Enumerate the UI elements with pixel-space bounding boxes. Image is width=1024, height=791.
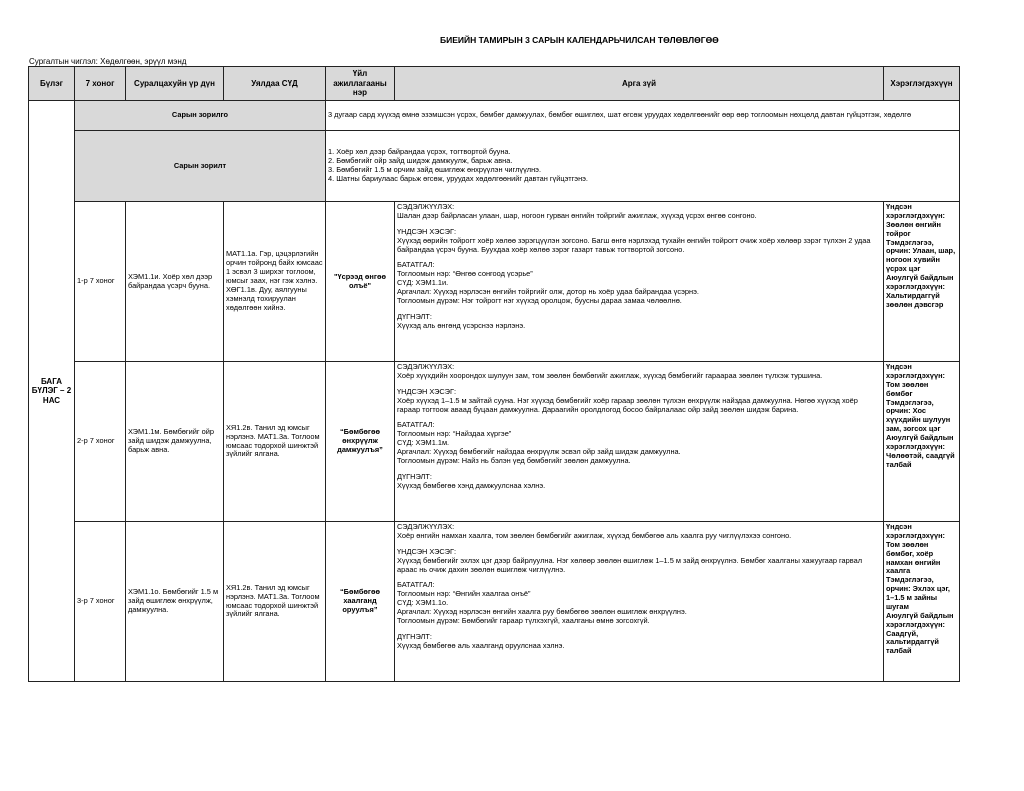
activity-name-cell: “Бөмбөгөө өнхрүүлж дамжуулъя” bbox=[326, 362, 395, 522]
links-cell: ХЯ1.2в. Танил эд юмсыг нэрлэнэ. МАТ1.3а. Тоглоом юмсаас тодорхой шинжтэй зүйлийг ялгана. bbox=[224, 362, 326, 522]
resources-cell bbox=[884, 522, 960, 682]
method-block bbox=[397, 261, 881, 305]
group-cell: БАГА БҮЛЭГ – 2 НАС bbox=[29, 101, 75, 682]
method-block-title: БАТАТГАЛ: bbox=[397, 260, 435, 270]
method-block bbox=[397, 313, 881, 331]
method-line: Тоглоомын дүрэм: Бөмбөгийг гараар түлхэхгүй, хаалганы өмнө зогсохгүй. bbox=[397, 615, 650, 625]
method-line: СҮД: ХЭМ1.1о. bbox=[397, 598, 449, 608]
col-header-resources: Хэрэглэгдэхүүн bbox=[884, 67, 960, 101]
resource-label: Үндсэн хэрэглэгдэхүүн: bbox=[886, 362, 945, 380]
col-header-week: 7 хоног bbox=[75, 67, 126, 101]
method-block bbox=[397, 228, 881, 255]
method-line: Хүүхэд бөмбөгөө аль хаалганд оруулснаа хэлнэ. bbox=[397, 640, 565, 650]
resource-text: Улаан, шар, ногоон хувийн үсрэх цэг bbox=[886, 246, 956, 274]
resources-cell bbox=[884, 202, 960, 362]
objectives-row bbox=[29, 131, 960, 202]
resources-cell bbox=[884, 362, 960, 522]
resource-label: Аюулгүй байдлын хэрэглэгдэхүүн: bbox=[886, 610, 954, 629]
resource-item bbox=[886, 576, 957, 612]
method-line: Аргачлал: Хүүхэд нэрлэсэн өнгийн хаалга руу бөмбөгөө зөөлөн өшиглөж өнхрүүлнэ. bbox=[397, 607, 687, 616]
col-header-outcome: Суралцахуйн үр дүн bbox=[126, 67, 224, 101]
col-header-group: Бүлэг bbox=[29, 67, 75, 101]
document-title: БИЕИЙН ТАМИРЫН 3 САРЫН КАЛЕНДАРЬЧИЛСАН ТӨЛӨВЛӨГӨӨ bbox=[440, 35, 719, 45]
method-line: Тоглоомын дүрэм: Нэг тойрогт нэг хүүхэд оролцож, буусны дараа замаа чөлөөлнө. bbox=[397, 295, 682, 305]
objectives-label: Сарын зорилт bbox=[75, 131, 326, 202]
objective-item: 4. Шатны бариулаас барьж өгсөж, уруудах хөдөлгөөнийг давтан гүйцэтгэнэ. bbox=[328, 173, 588, 183]
resource-label: Үндсэн хэрэглэгдэхүүн: bbox=[886, 202, 945, 220]
method-block-title: ҮНДСЭН ХЭСЭГ: bbox=[397, 386, 457, 396]
method-content bbox=[397, 203, 881, 359]
resource-text: Саадгүй, хальтирдаггүй талбай bbox=[886, 628, 939, 656]
document-subtitle: Сургалтын чиглэл: Хөдөлгөөн, эрүүл мэнд bbox=[29, 57, 187, 66]
method-block bbox=[397, 203, 881, 221]
method-block-title: СЭДЭЛЖҮҮЛЭХ: bbox=[397, 523, 455, 531]
resource-item bbox=[886, 239, 957, 275]
method-block bbox=[397, 633, 881, 651]
resource-text: Чөлөөтэй, саадгүй талбай bbox=[886, 450, 955, 469]
activity-name-cell: "Үсрээд өнгөө олъё" bbox=[326, 202, 395, 362]
header-row bbox=[29, 67, 960, 101]
method-line: Хоёр хүүхэд 1–1.5 м зайтай сууна. Нэг хүүхэд бөмбөгийг хоёр гараар зөөлөн түлхэн өнхрүүлж найздаа дамжуулна. Нөгөө хүүхэд хоёр гараар тогтоож аваад буцаан дамжуулна. Дараагийн оролдлогод босоо байрлалаас ойр зайд зөөлөн шидэж барина. bbox=[397, 395, 858, 414]
method-line: Аргачлал: Хүүхэд нэрлэсэн өнгийн тойргийг олж, дотор нь хоёр удаа байрандаа үсэрнэ. bbox=[397, 287, 699, 296]
method-line: Хоёр хүүхдийн хоорондох шулуун зам, том зөөлөн бөмбөгийг ажиглаж, хүүхэд бөмбөгийг гараараа зөөлөн түлхэж туршина. bbox=[397, 370, 823, 380]
activity-name-cell: “Бөмбөгөө хаалганд оруулъя” bbox=[326, 522, 395, 682]
method-block bbox=[397, 388, 881, 415]
outcome-cell: ХЭМ1.1и. Хоёр хөл дээр байрандаа үсэрч бууна. bbox=[126, 202, 224, 362]
week-row bbox=[29, 362, 960, 522]
objective-item: 1. Хоёр хөл дээр байрандаа үсрэх, тогтвортой бууна. bbox=[328, 147, 511, 157]
col-header-method: Арга зүй bbox=[395, 67, 884, 101]
method-content bbox=[397, 363, 881, 519]
resource-label: Аюулгүй байдлын хэрэглэгдэхүүн: bbox=[886, 273, 954, 291]
resource-label: Тэмдэглэгээ, орчин: bbox=[886, 397, 934, 416]
method-content bbox=[397, 523, 881, 679]
method-block bbox=[397, 421, 881, 465]
resource-text: Хальтирдаггүй зөөлөн дэвсгэр bbox=[886, 290, 944, 309]
resource-text: Эхлэх цэг, 1–1.5 м зайны шугам bbox=[886, 584, 950, 611]
outcome-cell: ХЭМ1.1о. Бөмбөгийг 1.5 м зайд өшиглөж өнхрүүлж, дамжуулна. bbox=[126, 522, 224, 682]
objective-item: 2. Бөмбөгийг ойр зайд шидэж дамжуулж, барьж авна. bbox=[328, 156, 513, 166]
method-block bbox=[397, 581, 881, 625]
method-block-title: ДҮГНЭЛТ: bbox=[397, 311, 432, 321]
method-line: Тоглоомын нэр: “Өнгөө сонгоод үсэрье” bbox=[397, 269, 533, 279]
method-block-title: ДҮГНЭЛТ: bbox=[397, 631, 432, 641]
links-cell: ХЯ1.2в. Танил эд юмсыг нэрлэнэ. МАТ1.3а. Тоглоом юмсаас тодорхой шинжтэй зүйлийг ялгана. bbox=[224, 522, 326, 682]
resource-item bbox=[886, 434, 957, 470]
resource-label: Үндсэн хэрэглэгдэхүүн: bbox=[886, 522, 945, 540]
resource-label: Аюулгүй байдлын хэрэглэгдэхүүн: bbox=[886, 433, 954, 451]
resource-item bbox=[886, 203, 957, 239]
method-line: Аргачлал: Хүүхэд бөмбөгийг найздаа өнхрүүлж эсвэл ойр зайд шидэж дамжуулна. bbox=[397, 447, 681, 456]
resource-text: Хос хүүхдийн шулуун зам, зогсох цэг bbox=[886, 406, 951, 434]
col-header-activity: Үйл ажиллагааны нэр bbox=[326, 67, 395, 101]
method-block-title: ҮНДСЭН ХЭСЭГ: bbox=[397, 226, 457, 236]
method-line: Тоглоомын нэр: “Өнгийн хаалгаа онъё” bbox=[397, 589, 531, 599]
week-row bbox=[29, 202, 960, 362]
method-block-title: СЭДЭЛЖҮҮЛЭХ: bbox=[397, 363, 455, 371]
resource-item bbox=[886, 399, 957, 435]
objective-item: 3. Бөмбөгийг 1.5 м орчим зайд өшиглөж өнхрүүлэн чиглүүлнэ. bbox=[328, 165, 542, 174]
method-block-title: ДҮГНЭЛТ: bbox=[397, 471, 432, 481]
resource-label: Тэмдэглэгээ, орчин: bbox=[886, 575, 934, 594]
resource-text: Зөөлөн өнгийн тойрог bbox=[886, 219, 941, 238]
method-line: Тоглоомын нэр: “Найздаа хүргэе” bbox=[397, 429, 512, 439]
method-block-title: БАТАТГАЛ: bbox=[397, 420, 435, 430]
outcome-cell: ХЭМ1.1м. Бөмбөгийг ойр зайд шидэж дамжуулна, барьж авна. bbox=[126, 362, 224, 522]
method-line: Шалан дээр байрласан улаан, шар, ногоон гурван өнгийн тойргийг ажиглаж, хүүхэд үсрэх өнгөө сонгоно. bbox=[397, 210, 757, 220]
method-block bbox=[397, 473, 881, 491]
resource-text: Том зөөлөн бөмбөг bbox=[886, 379, 929, 398]
method-cell bbox=[395, 202, 884, 362]
method-block-title: ҮНДСЭН ХЭСЭГ: bbox=[397, 546, 457, 556]
week-cell: 1-р 7 хоног bbox=[75, 202, 126, 362]
resource-item bbox=[886, 612, 957, 656]
plan-table bbox=[28, 66, 960, 682]
col-header-links: Уялдаа СҮД bbox=[224, 67, 326, 101]
resource-item bbox=[886, 523, 957, 576]
method-line: СҮД: ХЭМ1.1м. bbox=[397, 438, 450, 448]
objectives-list bbox=[326, 131, 960, 202]
week-row bbox=[29, 522, 960, 682]
method-line: Хүүхэд бөмбөгөө хэнд дамжуулснаа хэлнэ. bbox=[397, 480, 546, 490]
goal-text: 3 дугаар сард хүүхэд өмнө эзэмшсэн үсрэх, бөмбөг дамжуулах, бөмбөг өшиглөх, шат өгсөж уруудах хөдөлгөөнийг өөр өөр тоглоомын нөхцөлд давтан гүйцэтгэж, хөдөлгө bbox=[326, 101, 960, 131]
links-cell: МАТ1.1а. Гэр, цэцэрлэгийн орчин тойронд байх юмсаас 1 эсвэл 3 ширхэг тоглоом, юмсыг зааx, нэг гэж хэлнэ. ХӨГ1.1в. Дуу, аялгууны хэмнэлд тохируулан хөдөлгөөн хийнэ. bbox=[224, 202, 326, 362]
goal-row bbox=[29, 101, 960, 131]
method-line: Тоглоомын дүрэм: Найз нь бэлэн үед бөмбөгийг зөөлөн дамжуулна. bbox=[397, 455, 631, 465]
method-block-title: БАТАТГАЛ: bbox=[397, 580, 435, 590]
method-cell bbox=[395, 522, 884, 682]
method-cell bbox=[395, 362, 884, 522]
method-block bbox=[397, 548, 881, 575]
method-block-title: СЭДЭЛЖҮҮЛЭХ: bbox=[397, 203, 455, 211]
goal-label: Сарын зорилго bbox=[75, 101, 326, 131]
resource-text: Том зөөлөн бөмбөг, хоёр намхан өнгийн хаалга bbox=[886, 539, 941, 576]
resource-label: Тэмдэглэгээ, орчин: bbox=[886, 237, 934, 256]
week-cell: 3-р 7 хоног bbox=[75, 522, 126, 682]
resource-item bbox=[886, 363, 957, 399]
week-cell: 2-р 7 хоног bbox=[75, 362, 126, 522]
method-line: СҮД: ХЭМ1.1и. bbox=[397, 278, 449, 288]
method-line: Хүүхэд аль өнгөнд үсэрснээ нэрлэнэ. bbox=[397, 320, 526, 330]
method-line: Хүүхэд бөмбөгийг эхлэх цэг дээр байрлуулна. Нэг хөлөөр зөөлөн өшиглөж 1–1.5 м зайд өнхрүүлнэ. Бөмбөг хаалганы хажуугаар гарвал араас нь очиж дахин зөөлөн өшиглөж чиглүүлнэ. bbox=[397, 555, 863, 574]
method-line: Хүүхэд өөрийн тойрогт хоёр хөлөө зэрэгцүүлэн зогсоно. Багш өнгө нэрлэхэд тухайн өнгийн тойрогт очиж хоёр хөлөөр зэрэг түлхэн 2 удаа байрандаа үсрэч бууна. Бууxдаа хоёр хөлөө зэрэг газарт тавьж тогтвортой зогсоно. bbox=[397, 235, 871, 254]
method-block bbox=[397, 363, 881, 381]
method-block bbox=[397, 523, 881, 541]
resource-item bbox=[886, 274, 957, 310]
method-line: Хоёр өнгийн намхан хаалга, том зөөлөн бөмбөгийг ажиглаж, хүүхэд бөмбөгөө аль хаалга руу чиглүүлэхээ сонгоно. bbox=[397, 530, 792, 540]
